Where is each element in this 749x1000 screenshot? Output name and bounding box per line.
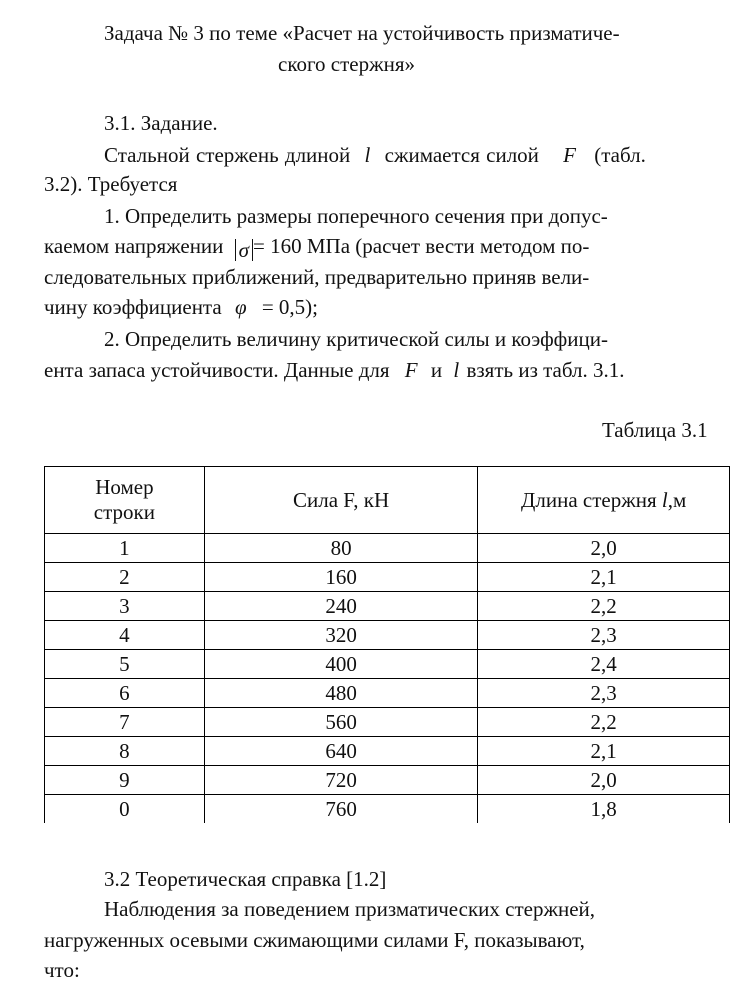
cell-force: 240 xyxy=(204,592,478,621)
variable-l: l xyxy=(364,143,371,167)
cell-force: 640 xyxy=(204,737,478,766)
table-row xyxy=(45,534,730,563)
cell-force: 760 xyxy=(204,795,478,824)
list-item-1-line xyxy=(44,236,589,261)
variable-F: F xyxy=(563,143,576,167)
cell-force: 400 xyxy=(204,650,478,679)
phi-symbol: φ xyxy=(234,295,247,319)
cell-force: 720 xyxy=(204,766,478,795)
header-row-number xyxy=(45,467,205,534)
cell-length: 1,8 xyxy=(478,795,730,824)
table-row xyxy=(45,563,730,592)
table-row xyxy=(45,592,730,621)
cell-row-number: 0 xyxy=(45,795,205,824)
paragraph-line xyxy=(104,145,646,166)
cell-force: 480 xyxy=(204,679,478,708)
text: сжимается силой xyxy=(384,143,539,167)
text: (табл. xyxy=(594,143,646,167)
header-text: строки xyxy=(93,500,155,524)
table-row xyxy=(45,795,730,824)
cell-length: 2,1 xyxy=(478,737,730,766)
text: каемом напряжении xyxy=(44,234,224,258)
cell-row-number: 6 xyxy=(45,679,205,708)
sigma-bracket xyxy=(235,239,253,261)
cell-force: 320 xyxy=(204,621,478,650)
table-header-row xyxy=(45,467,730,534)
section-heading-assignment: 3.1. Задание. xyxy=(104,111,218,135)
header-force: Сила F, кН xyxy=(204,467,478,534)
table-row xyxy=(45,679,730,708)
text: Стальной стержень длиной xyxy=(104,143,351,167)
text: и xyxy=(430,358,443,382)
paragraph-line: нагруженных осевыми сжимающими силами F, показывают, xyxy=(44,928,585,952)
cell-length: 2,1 xyxy=(478,563,730,592)
cell-row-number: 7 xyxy=(45,708,205,737)
cell-length: 2,0 xyxy=(478,766,730,795)
cell-row-number: 5 xyxy=(45,650,205,679)
text: = 160 МПа (расчет вести методом по- xyxy=(253,234,590,258)
cell-force: 560 xyxy=(204,708,478,737)
cell-length: 2,3 xyxy=(478,621,730,650)
cell-length: 2,0 xyxy=(478,534,730,563)
cell-row-number: 3 xyxy=(45,592,205,621)
header-text: Длина стержня xyxy=(521,487,657,512)
cell-length: 2,3 xyxy=(478,679,730,708)
table-caption: Таблица 3.1 xyxy=(602,418,708,442)
cell-length: 2,4 xyxy=(478,650,730,679)
paragraph-line: Наблюдения за поведением призматических стержней, xyxy=(104,897,596,921)
table-row xyxy=(45,766,730,795)
paragraph-line: что: xyxy=(44,958,80,982)
list-item-1-line: 1. Определить размеры поперечного сечения при допус- xyxy=(104,204,608,228)
task-title-line-1: Задача № 3 по теме «Расчет на устойчивость призматиче- xyxy=(104,21,620,45)
cell-force: 80 xyxy=(204,534,478,563)
text: ента запаса устойчивости. Данные для xyxy=(44,358,390,382)
task-title-line-2: ского стержня» xyxy=(278,52,416,76)
cell-length: 2,2 xyxy=(478,708,730,737)
cell-row-number: 9 xyxy=(45,766,205,795)
text: взять из табл. 3.1. xyxy=(466,358,625,382)
list-item-2-line: 2. Определить величину критической силы и коэффици- xyxy=(104,327,608,351)
table-row xyxy=(45,621,730,650)
list-item-2-line xyxy=(44,360,625,381)
variable-l: l xyxy=(453,358,460,382)
cell-row-number: 4 xyxy=(45,621,205,650)
list-item-1-line xyxy=(44,297,318,318)
table-row xyxy=(45,708,730,737)
table-row xyxy=(45,650,730,679)
cell-row-number: 1 xyxy=(45,534,205,563)
sigma-symbol: σ xyxy=(238,238,250,262)
header-text: Номер xyxy=(95,475,154,499)
section-heading-theory: 3.2 Теоретическая справка [1.2] xyxy=(104,867,387,891)
variable-l: l xyxy=(661,487,668,512)
cell-row-number: 8 xyxy=(45,737,205,766)
list-item-1-line: следовательных приближений, предварительно приняв вели- xyxy=(44,265,590,289)
cell-force: 160 xyxy=(204,563,478,592)
cell-row-number: 2 xyxy=(45,563,205,592)
text: чину коэффициента xyxy=(44,295,222,319)
variable-F: F xyxy=(404,358,418,382)
header-text: ,м xyxy=(667,487,687,512)
header-length xyxy=(478,467,730,534)
cell-length: 2,2 xyxy=(478,592,730,621)
data-table xyxy=(44,466,730,823)
text: = 0,5); xyxy=(261,295,318,319)
paragraph-line: 3.2). Требуется xyxy=(44,172,178,196)
table-row xyxy=(45,737,730,766)
